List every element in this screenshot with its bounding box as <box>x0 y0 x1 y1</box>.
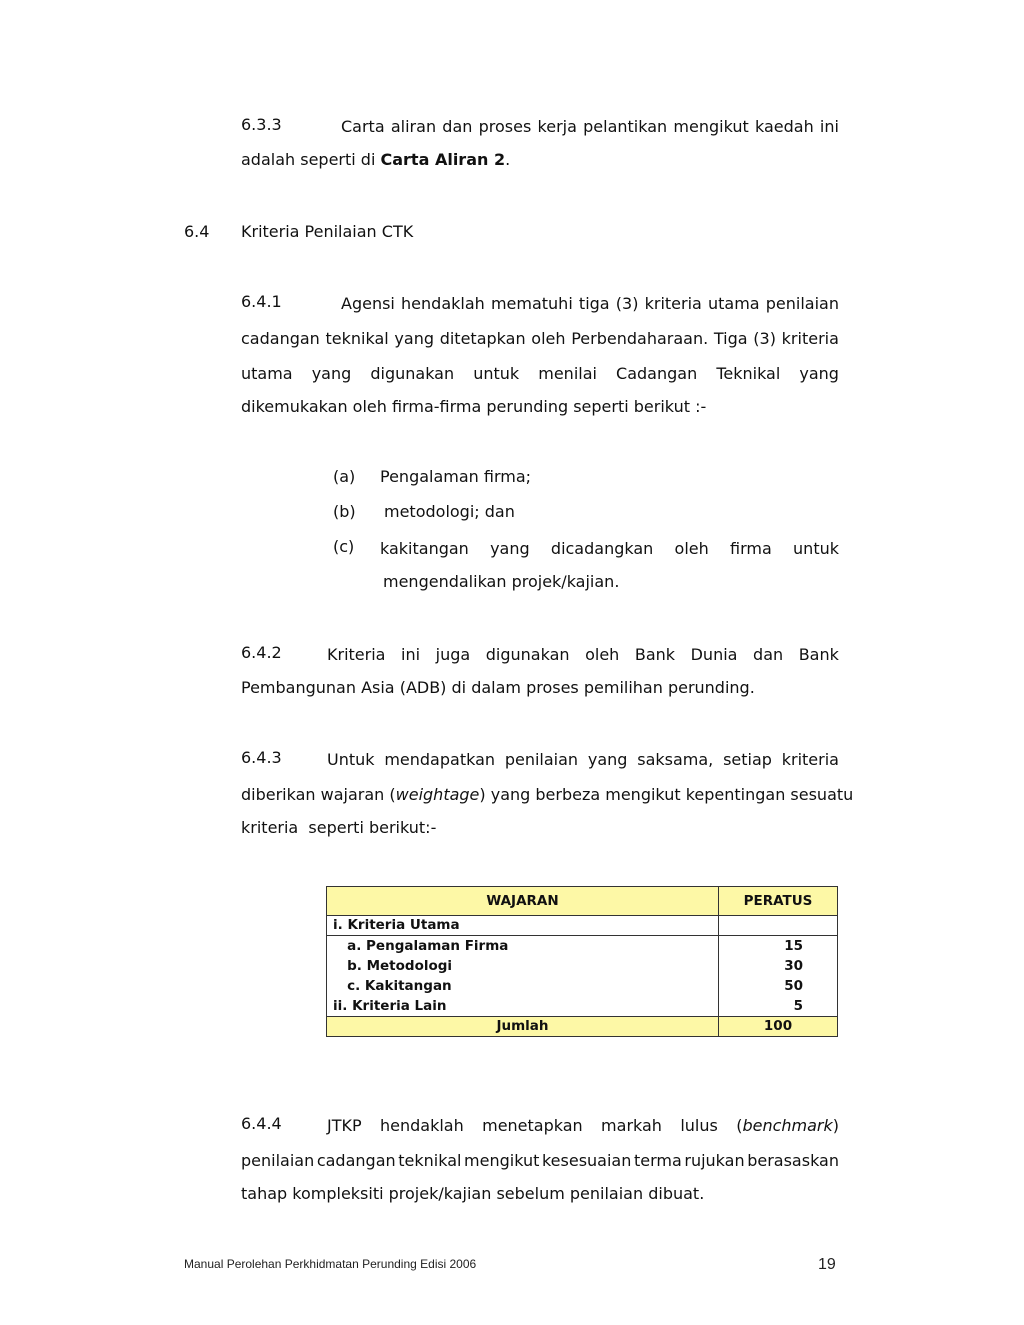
word: (3) <box>753 329 776 348</box>
s642-line-1 <box>327 643 839 667</box>
section-number-6-4-3: 6.4.3 <box>241 748 282 767</box>
s641-line-2 <box>241 327 839 351</box>
item-label-b: (b) <box>333 502 356 521</box>
word: penilaian <box>241 1151 315 1170</box>
word: pelantikan <box>583 117 668 136</box>
word: setiap <box>723 750 772 769</box>
section-title-6-4: Kriteria Penilaian CTK <box>241 222 414 241</box>
table-row <box>327 976 838 996</box>
word: markah <box>601 1116 662 1135</box>
word: kakitangan <box>380 539 469 558</box>
section-number-6-4-2: 6.4.2 <box>241 643 282 662</box>
word: yang <box>311 364 352 383</box>
word: Dunia <box>690 645 738 664</box>
word: yang <box>799 364 839 383</box>
word: JTKP <box>327 1116 362 1135</box>
word: Bank <box>634 645 676 664</box>
word: rujukan <box>684 1151 745 1170</box>
s641-line-3 <box>241 362 839 386</box>
word: oleh <box>531 329 566 348</box>
s641-line-4: dikemukakan oleh firma-firma perunding seperti berikut :- <box>241 397 707 416</box>
weightage-table <box>326 886 838 1037</box>
word: Bank <box>798 645 839 664</box>
word: (3) <box>615 294 639 313</box>
s643-line2-content <box>241 783 853 807</box>
row-label: ii. Kriteria Lain <box>327 996 719 1017</box>
s633-line-1 <box>341 115 839 139</box>
word: untuk <box>473 364 520 383</box>
word: kesesuaian <box>541 1151 632 1170</box>
word: utama <box>241 364 293 383</box>
s643-line2-pre: diberikan wajaran ( <box>241 785 396 804</box>
word: lulus <box>680 1116 718 1135</box>
word: Untuk <box>327 750 375 769</box>
word: yang <box>490 539 530 558</box>
word: Agensi <box>341 294 395 313</box>
row-value: 15 <box>719 936 838 957</box>
word: mematuhi <box>490 294 573 313</box>
word: mengikut <box>464 1151 540 1170</box>
s644-line-3: tahap kompleksiti projek/kajian sebelum penilaian dibuat. <box>241 1184 705 1203</box>
row-label: i. Kriteria Utama <box>327 916 719 936</box>
table-total-row <box>327 1017 838 1037</box>
word: saksama, <box>637 750 714 769</box>
word: dan <box>442 117 473 136</box>
word: untuk <box>793 539 839 558</box>
row-value <box>719 916 838 936</box>
word: oleh <box>585 645 620 664</box>
page-number: 19 <box>818 1256 836 1273</box>
s644-line1-words <box>327 1114 839 1138</box>
row-label: a. Pengalaman Firma <box>327 936 719 957</box>
word: digunakan <box>370 364 455 383</box>
s633-line-2 <box>241 150 510 169</box>
section-number-6-4-4: 6.4.4 <box>241 1114 282 1133</box>
word: cadangan <box>241 329 320 348</box>
header-wajaran: WAJARAN <box>327 887 719 916</box>
word: kerja <box>537 117 577 136</box>
item-text-c <box>380 537 839 561</box>
word: yang <box>394 329 434 348</box>
word: Perbendaharaan. <box>571 329 709 348</box>
s641-line-1 <box>341 292 839 316</box>
word: teknikal <box>325 329 389 348</box>
item-text-c-cont: mengendalikan projek/kajian. <box>383 572 620 591</box>
word: cadangan <box>316 1151 396 1170</box>
word: Kriteria <box>327 645 386 664</box>
word: menetapkan <box>482 1116 583 1135</box>
word: (benchmark) <box>736 1116 839 1135</box>
item-label-c: (c) <box>333 537 355 556</box>
table-row <box>327 956 838 976</box>
row-value: 50 <box>719 976 838 996</box>
total-value: 100 <box>719 1017 838 1037</box>
footer-manual-title: Manual Perolehan Perkhidmatan Perunding Edisi 2006 <box>184 1257 477 1271</box>
word: Carta <box>341 117 385 136</box>
table-header-row <box>327 887 838 916</box>
s644-line2-words <box>241 1149 839 1173</box>
word: oleh <box>674 539 709 558</box>
table-row <box>327 996 838 1017</box>
s642-line-2: Pembangunan Asia (ADB) di dalam proses pemilihan perunding. <box>241 678 755 697</box>
word: menilai <box>538 364 597 383</box>
word: kriteria <box>781 750 839 769</box>
word: hendaklah <box>401 294 485 313</box>
word: kaedah <box>754 117 814 136</box>
table-row <box>327 936 838 957</box>
word: proses <box>478 117 532 136</box>
s643-line2-post: ) yang berbeza mengikut kepentingan sesuatu <box>479 785 854 804</box>
section-number-6-4-1: 6.4.1 <box>241 292 282 311</box>
s633-line2-end: . <box>505 150 511 169</box>
word: ini <box>401 645 421 664</box>
word: berasaskan <box>747 1151 839 1170</box>
word: Cadangan <box>616 364 698 383</box>
item-text-a: Pengalaman firma; <box>380 467 532 486</box>
s643-line2-row <box>241 783 854 807</box>
word: penilaian <box>504 750 579 769</box>
row-value: 5 <box>719 996 838 1017</box>
word: kriteria <box>644 294 702 313</box>
header-peratus: PERATUS <box>719 887 838 916</box>
word: utama <box>707 294 760 313</box>
s644-line-1 <box>327 1114 839 1138</box>
s643-line-1 <box>327 748 839 772</box>
carta-aliran-reference: Carta Aliran 2 <box>380 150 506 169</box>
word: teknikal <box>398 1151 462 1170</box>
word: yang <box>587 750 628 769</box>
table-row <box>327 916 838 936</box>
word: firma <box>730 539 772 558</box>
word: hendaklah <box>380 1116 464 1135</box>
weightage-term: weightage <box>395 785 480 804</box>
word: Teknikal <box>716 364 781 383</box>
word: tiga <box>578 294 610 313</box>
word: kriteria <box>781 329 839 348</box>
word: dicadangkan <box>550 539 654 558</box>
s633-line2-text: adalah seperti di <box>241 150 381 169</box>
word: mendapatkan <box>384 750 496 769</box>
s643-line1-words <box>327 748 839 772</box>
section-number-6-3-3: 6.3.3 <box>241 115 282 134</box>
word: Tiga <box>713 329 748 348</box>
s642-line1-words <box>327 643 839 667</box>
s643-line-2 <box>241 783 854 807</box>
s643-line-3: kriteria seperti berikut:- <box>241 818 437 837</box>
word: mengikut <box>673 117 749 136</box>
item-c-words <box>380 537 839 561</box>
s641-line1-words <box>341 292 839 316</box>
word: aliran <box>390 117 437 136</box>
word: terma <box>633 1151 682 1170</box>
word: dan <box>753 645 784 664</box>
row-label: c. Kakitangan <box>327 976 719 996</box>
section-number-6-4: 6.4 <box>184 222 210 241</box>
word: ditetapkan <box>439 329 526 348</box>
total-label: Jumlah <box>327 1017 719 1037</box>
word: juga <box>435 645 471 664</box>
item-text-b: metodologi; dan <box>384 502 515 521</box>
s641-line2-words <box>241 327 839 351</box>
word: ini <box>819 117 839 136</box>
s641-line3-words <box>241 362 839 386</box>
word: digunakan <box>485 645 570 664</box>
row-value: 30 <box>719 956 838 976</box>
row-label: b. Metodologi <box>327 956 719 976</box>
word: penilaian <box>765 294 839 313</box>
item-label-a: (a) <box>333 467 356 486</box>
s644-line-2 <box>241 1149 839 1173</box>
s633-line1-words <box>341 115 839 139</box>
